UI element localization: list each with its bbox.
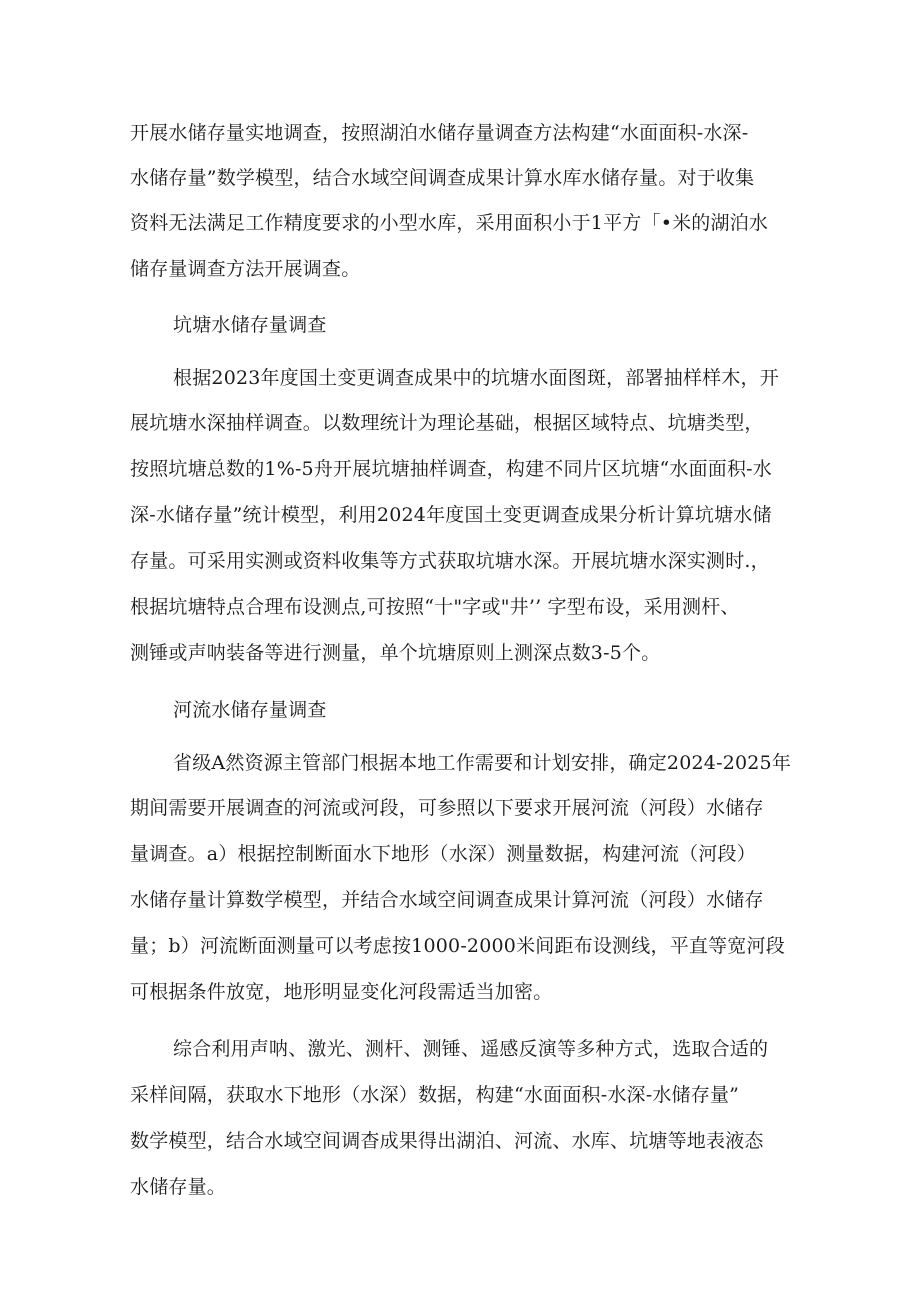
paragraph-4-line-2: 采样间隔，获取水下地形（水深）数据，构建“水面面积-水深-水储存量”	[130, 1084, 740, 1106]
section-heading-river: 河流水储存量调查	[173, 699, 327, 721]
paragraph-4-line-4: 水储存量。	[130, 1176, 227, 1198]
paragraph-3-line-5: 量；b）河流断面测量可以考虑按1000-2000米间距布设测线，平直等宽河段	[130, 935, 785, 957]
paragraph-2-line-7: 测锤或声呐装备等进行测量，单个坑塘原则上测深点数3-5个。	[130, 642, 661, 664]
paragraph-2-line-3: 按照坑塘总数的1%-5舟开展坑塘抽样调查，构建不同片区坑塘“水面面积-水	[130, 458, 772, 480]
paragraph-2-line-6: 根据坑塘特点合理布设测点,可按照“十"字或"井’’ 字型布设，采用测杆、	[130, 596, 740, 618]
paragraph-3-line-6: 可根据条件放宽，地形明显变化河段需适当加密。	[130, 981, 553, 1003]
paragraph-1-line-3: 资料无法满足工作精度要求的小型水库，采用面积小于1平方「•米的湖泊水	[130, 212, 769, 234]
paragraph-2-line-1: 根据2023年度国土变更调查成果中的坑塘水面图斑，部署抽样样木，开	[173, 367, 779, 389]
paragraph-2-line-2: 展坑塘水深抽样调查。以数理统计为理论基础，根据区域特点、坑塘类型，	[130, 412, 764, 434]
paragraph-2-line-5: 存量。可采用实测或资料收集等方式获取坑塘水深。开展坑塘水深实测时.，	[130, 550, 770, 572]
paragraph-2-line-4: 深-水储存量”统计模型，利用2024年度国土变更调查成果分析计算坑塘水储	[130, 504, 772, 526]
paragraph-1-line-2: 水储存量”数学模型，结合水域空间调查成果计算水库水储存量。对于收集	[130, 167, 755, 189]
paragraph-4-line-3: 数学模型，结合水域空间调杳成果得出湖泊、河流、水库、坑塘等地表液态	[130, 1130, 764, 1152]
paragraph-1-line-4: 储存量调查方法开展调查。	[130, 258, 361, 280]
paragraph-3-line-1: 省级A然资源主管部门根据本地工作需要和计划安排，确定2024-2025年	[173, 752, 792, 774]
paragraph-3-line-3: 量调查。a）根据控制断面水下地形（水深）测量数据，构建河流（河段）	[130, 843, 756, 865]
paragraph-4-line-1: 综合利用声呐、激光、测杆、测锤、遥感反演等多种方式，选取合适的	[173, 1038, 769, 1060]
paragraph-1-line-1: 开展水储存量实地调查，按照湖泊水储存量调查方法构建“水面面积-水深-	[130, 122, 749, 144]
paragraph-3-line-2: 期间需要开展调查的河流或河段，可参照以下要求开展河流（河段）水储存	[130, 797, 764, 819]
section-heading-pond: 坑塘水储存量调查	[173, 314, 327, 336]
paragraph-3-line-4: 水储存量计算数学模型，并结合水域空间调查成果计算河流（河段）水储存	[130, 889, 764, 911]
